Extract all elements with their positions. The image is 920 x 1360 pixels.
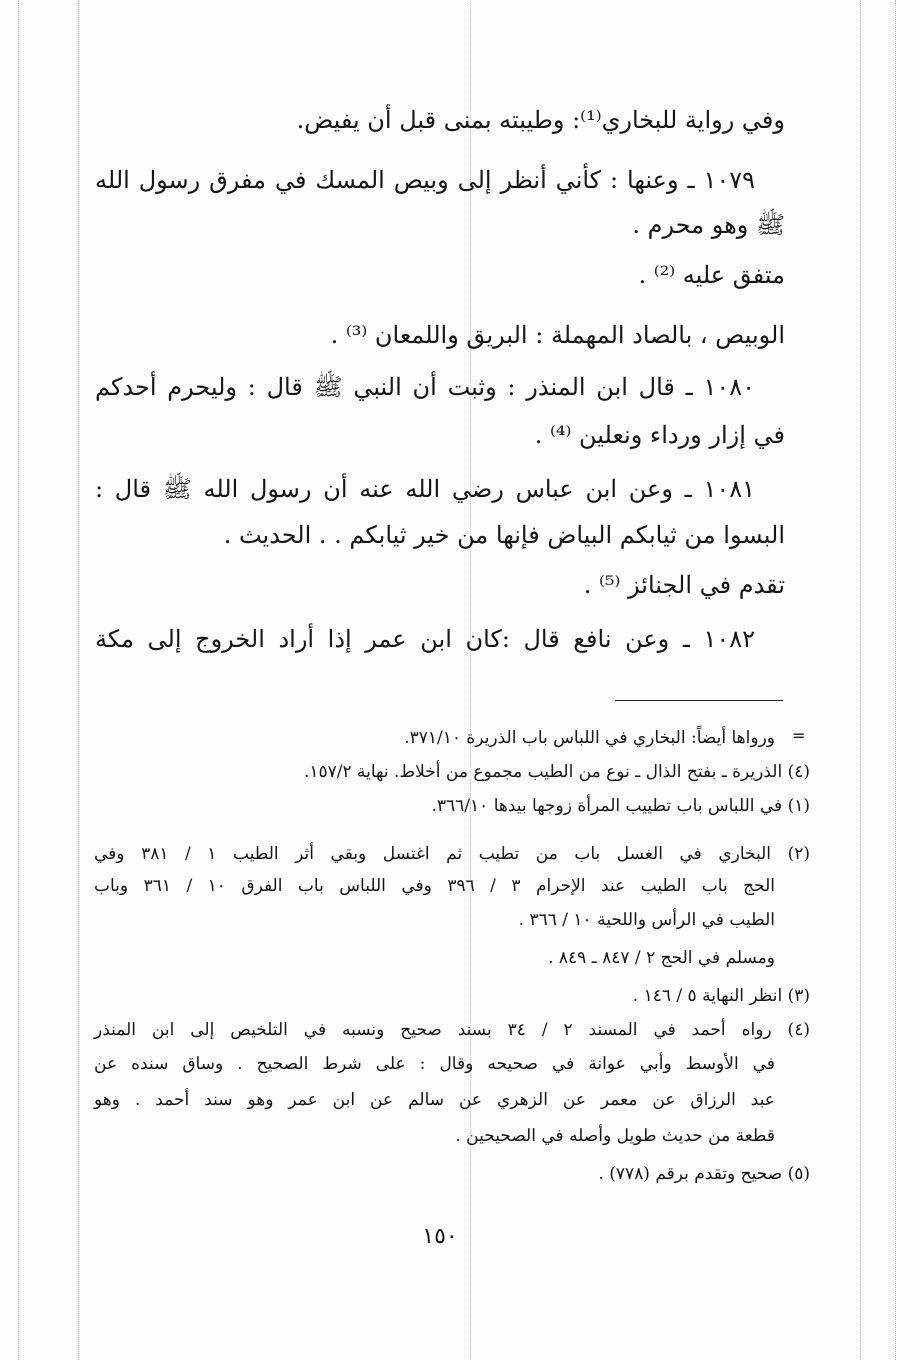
- scan-guide-line: [18, 0, 19, 1360]
- footnote-line: في الأوسط وأبي عوانة في صحيحه وقال : على شرط الصحيح . وساق سنده عن: [94, 1054, 775, 1074]
- footnote-line: عبد الرزاق عن معمر عن الزهري عن سالم عن ابن عمر وهو سند أحمد . وهو: [94, 1090, 775, 1110]
- hadith-1081-line: ١٠٨١ ـ وعن ابن عباس رضي الله عنه أن رسول الله ﷺ قال :: [95, 475, 755, 503]
- continuation-mark: =: [792, 726, 806, 745]
- footnote-line: (٤) رواه أحمد في المسند ٢ / ٣٤ بسند صحيح ونسبه في التلخيص إلى ابن المنذر: [94, 1020, 810, 1040]
- footnote-line: الطيب في الرأس واللحية ١٠ / ٣٦٦ .: [518, 910, 775, 930]
- body-line: ﷺ وهو محرم .: [632, 211, 785, 239]
- scan-guide-line: [78, 0, 79, 1360]
- scan-guide-line: [860, 0, 861, 1360]
- page-number: ١٥٠: [422, 1224, 458, 1249]
- body-line: متفق عليه ⁽²⁾ .: [638, 261, 785, 289]
- body-line: البسوا من ثيابكم البياض فإنها من خير ثيابكم . . الحديث .: [223, 521, 785, 549]
- body-line: في إزار ورداء ونعلين ⁽⁴⁾ .: [534, 421, 785, 449]
- footnote-line: قطعة من حديث طويل وأصله في الصحيحين .: [455, 1126, 775, 1146]
- footnote-line: (٢) البخاري في الغسل باب من تطيب ثم اغتسل وبقي أثر الطيب ١ / ٣٨١ وفي: [94, 844, 810, 864]
- footnote-line: (٤) الذريرة ـ بفتح الذال ـ نوع من الطيب مجموع من أخلاط. نهاية ١٥٧/٢.: [303, 762, 810, 782]
- body-line: وفي رواية للبخاري⁽¹⁾: وطيبته بمنى قبل أن يفيض.: [296, 106, 785, 134]
- footnote-line: الحج باب الطيب عند الإحرام ٣ / ٣٩٦ وفي اللباس باب الفرق ١٠ / ٣٦١ وباب: [94, 876, 775, 896]
- footnote-line: (٥) صحيح وتقدم برقم (٧٧٨) .: [598, 1164, 810, 1184]
- footnote-line: ومسلم في الحج ٢ / ٨٤٧ ـ ٨٤٩ .: [548, 948, 775, 968]
- body-line: الوبيص ، بالصاد المهملة : البريق واللمعان ⁽³⁾ .: [330, 321, 785, 349]
- footnote-line: (٣) انظر النهاية ٥ / ١٤٦ .: [632, 986, 810, 1006]
- footnote-line: (١) في اللباس باب تطييب المرأة زوجها بيدها ٣٦٦/١٠.: [431, 796, 810, 816]
- hadith-1080-line: ١٠٨٠ ـ قال ابن المنذر : وثبت أن النبي ﷺ قال : وليحرم أحدكم: [95, 373, 755, 401]
- hadith-1082-line: ١٠٨٢ ـ وعن نافع قال :كان ابن عمر إذا أراد الخروج إلى مكة: [95, 625, 755, 653]
- footnote-separator: [615, 700, 783, 701]
- footnote-line: ورواها أيضاً: البخاري في اللباس باب الذريرة ٣٧١/١٠.: [404, 728, 775, 748]
- scan-guide-line: [895, 0, 896, 1360]
- scan-guide-line: [470, 0, 471, 1360]
- hadith-1079-line: ١٠٧٩ ـ وعنها : كأني أنظر إلى وبيص المسك في مفرق رسول الله: [95, 166, 755, 194]
- body-line: تقدم في الجنائز ⁽⁵⁾ .: [583, 571, 785, 599]
